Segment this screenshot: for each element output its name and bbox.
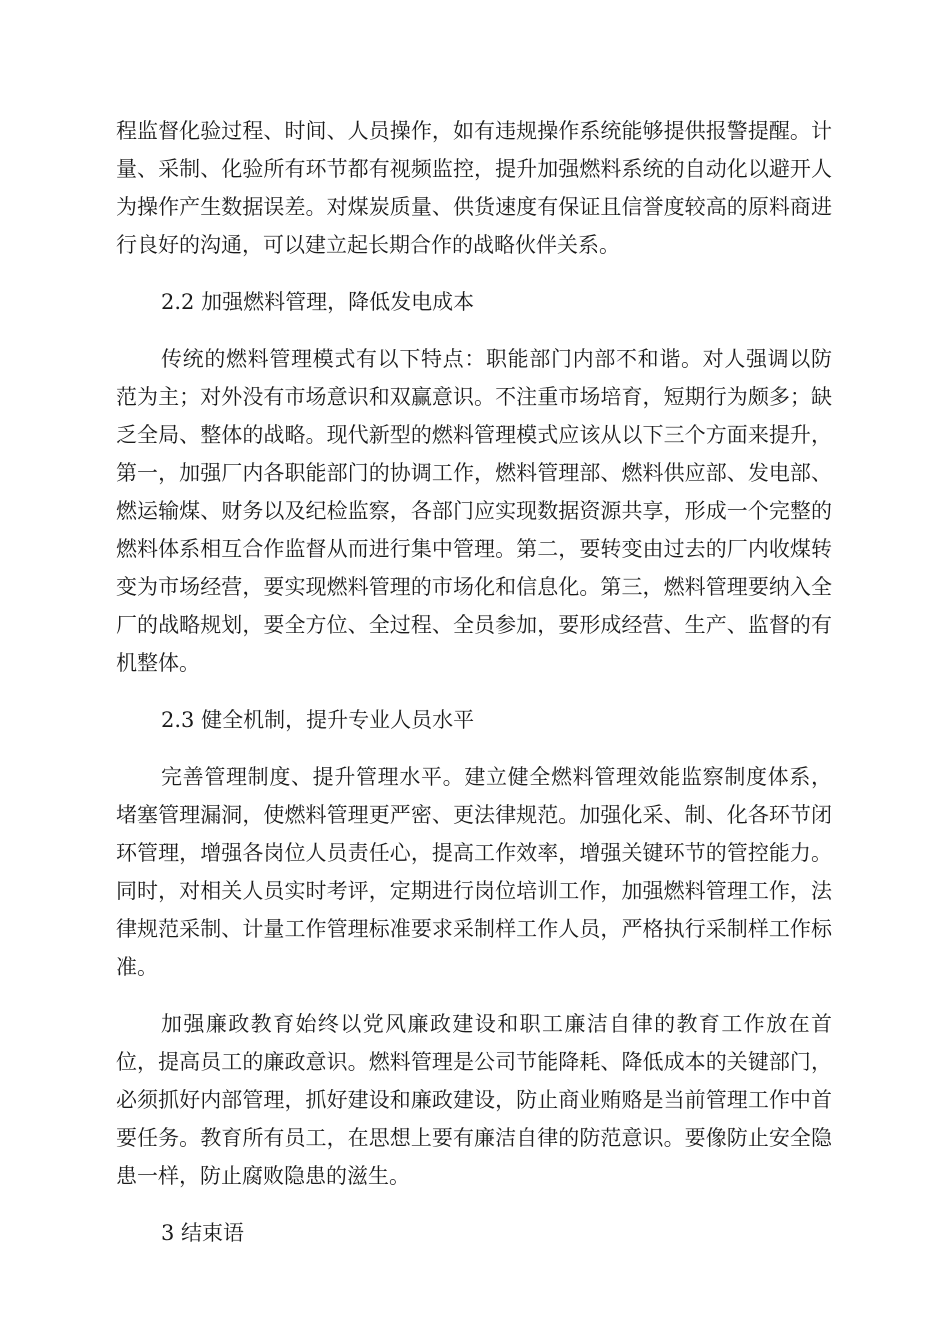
section-heading-2-2: 2.2 加强燃料管理，降低发电成本: [161, 290, 475, 314]
section-heading-2-3: 2.3 健全机制，提升专业人员水平: [161, 708, 475, 732]
paragraph-integrity-education: 加强廉政教育始终以党风廉政建设和职工廉洁自律的教育工作放在首位，提高员工的廉政意识。燃料管理是公司节能降耗、降低成本的关键部门，必须抓好内部管理，抓好建设和廉政建设，防止商业贿赂是当前管理工作中首要任务。教育所有员工，在思想上要有廉洁自律的防范意识。要像防止安全隐患一样，防止腐败隐患的滋生。: [116, 1012, 832, 1188]
document-body: [116, 112, 832, 1271]
paragraph-continuation: 程监督化验过程、时间、人员操作，如有违规操作系统能够提供报警提醒。计量、采制、化验所有环节都有视频监控，提升加强燃料系统的自动化以避开人为操作产生数据误差。对煤炭质量、供货速度有保证且信誉度较高的原料商进行良好的沟通，可以建立起长期合作的战略伙伴关系。: [116, 119, 832, 257]
section-heading-3: 3 结束语: [161, 1221, 245, 1245]
paragraph-fuel-management-model: 传统的燃料管理模式有以下特点：职能部门内部不和谐。对人强调以防范为主；对外没有市场意识和双赢意识。不注重市场培育，短期行为颇多；缺乏全局、整体的战略。现代新型的燃料管理模式应该从以下三个方面来提升，第一，加强厂内各职能部门的协调工作，燃料管理部、燃料供应部、发电部、燃运输煤、财务以及纪检监察，各部门应实现数据资源共享，形成一个完整的燃料体系相互合作监督从而进行集中管理。第二，要转变由过去的厂内收煤转变为市场经营，要实现燃料管理的市场化和信息化。第三，燃料管理要纳入全厂的战略规划，要全方位、全过程、全员参加，要形成经营、生产、监督的有机整体。: [116, 347, 832, 675]
paragraph-management-system: 完善管理制度、提升管理水平。建立健全燃料管理效能监察制度体系，堵塞管理漏洞，使燃料管理更严密、更法律规范。加强化采、制、化各环节闭环管理，增强各岗位人员责任心，提高工作效率，增强关键环节的管控能力。同时，对相关人员实时考评，定期进行岗位培训工作，加强燃料管理工作，法律规范采制、计量工作管理标准要求采制样工作人员，严格执行采制样工作标准。: [116, 765, 832, 979]
